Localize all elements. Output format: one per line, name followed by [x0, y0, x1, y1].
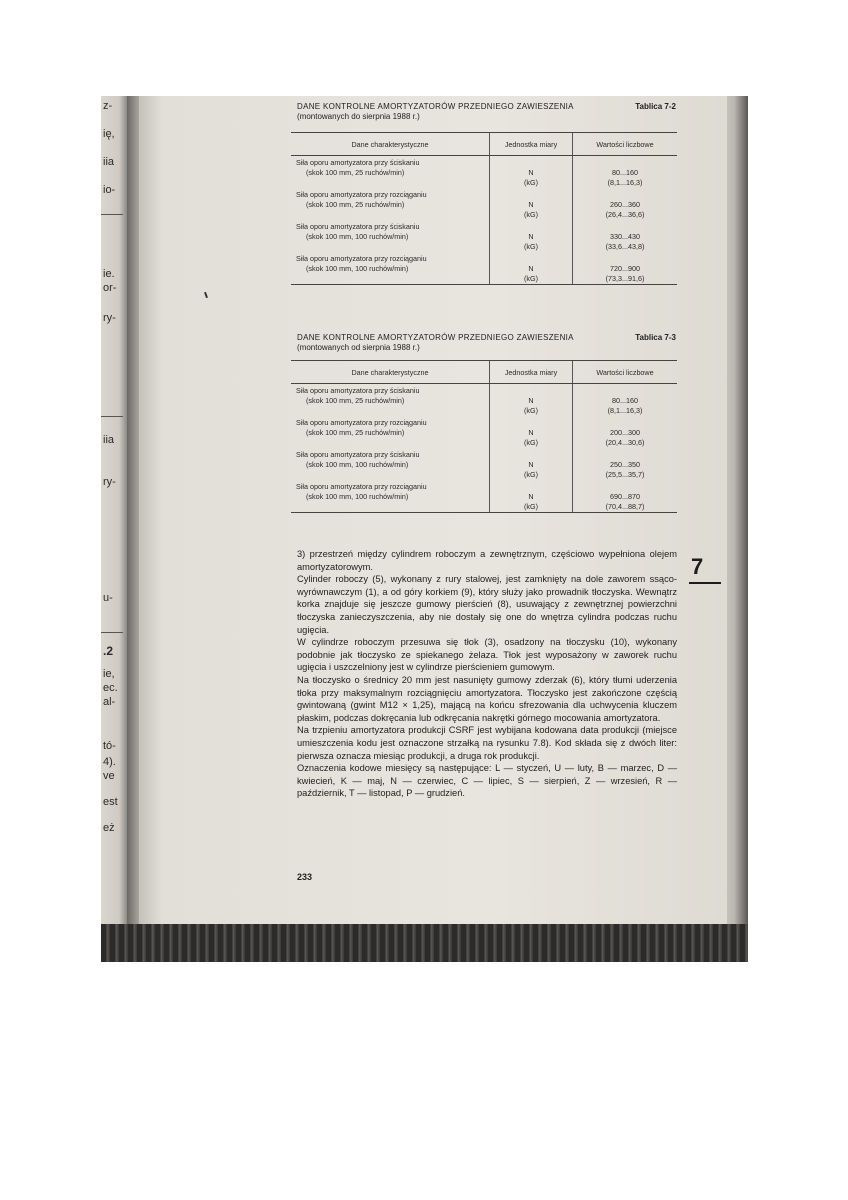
- table-7-3-subtitle: (montowanych od sierpnia 1988 r.): [297, 343, 420, 352]
- value-legacy: (8,1...16,3): [607, 406, 643, 415]
- row-description: Siła oporu amortyzatora przy rozciąganiu: [296, 482, 427, 491]
- value-legacy: (26,4...36,6): [605, 210, 645, 219]
- value-legacy: (8,1...16,3): [607, 178, 643, 187]
- body-paragraph: W cylindrze roboczym przesuwa się tłok (3), osadzony na tłoczysku (10), wykonany podobnie jak tłoczysko ze spiekanego żelaza. Tłok jest wyposażony w zaworek ruchu ugięcia i uszczelniony jest w cylindrze pierścieniem gumowym.: [297, 637, 677, 673]
- unit-legacy: (kG): [524, 210, 538, 219]
- table-row: [291, 188, 677, 220]
- table-row: [291, 156, 677, 189]
- row-description: Siła oporu amortyzatora przy ściskaniu: [296, 158, 420, 167]
- left-margin-fragment: tó-: [103, 740, 116, 752]
- row-condition: (skok 100 mm, 100 ruchów/min): [306, 232, 409, 241]
- value-si: 80...160: [612, 168, 638, 177]
- row-description: Siła oporu amortyzatora przy rozciąganiu: [296, 418, 427, 427]
- value-legacy: (33,6...43,8): [605, 242, 645, 251]
- unit-si: N: [528, 168, 534, 177]
- left-margin-fragment: al-: [103, 696, 116, 708]
- page-number: 233: [297, 872, 313, 882]
- margin-rule: [101, 632, 123, 633]
- row-description: Siła oporu amortyzatora przy rozciąganiu: [296, 254, 427, 263]
- body-text: [297, 548, 677, 800]
- column-header: Jednostka miary: [490, 133, 573, 156]
- table-row: [291, 384, 677, 417]
- unit-si: N: [528, 200, 534, 209]
- unit-si: N: [528, 264, 534, 273]
- value-si: 330...430: [610, 232, 640, 241]
- row-condition: (skok 100 mm, 100 ruchów/min): [306, 492, 409, 501]
- value-si: 250...350: [610, 460, 640, 469]
- value-si: 260...360: [610, 200, 640, 209]
- margin-rule: [101, 214, 123, 215]
- column-header: Wartości liczbowe: [573, 361, 678, 384]
- unit-legacy: (kG): [524, 502, 538, 511]
- row-condition: (skok 100 mm, 100 ruchów/min): [306, 460, 409, 469]
- chapter-thumb-tab: 7: [691, 554, 704, 579]
- unit-si: N: [528, 492, 534, 501]
- unit-legacy: (kG): [524, 438, 538, 447]
- left-margin-fragment: ię,: [103, 128, 115, 140]
- row-condition: (skok 100 mm, 25 ruchów/min): [306, 396, 405, 405]
- left-margin-fragment: ec.: [103, 682, 118, 694]
- table-7-3: [291, 360, 677, 513]
- row-condition: (skok 100 mm, 100 ruchów/min): [306, 264, 409, 273]
- unit-legacy: (kG): [524, 178, 538, 187]
- value-si: 200...300: [610, 428, 640, 437]
- table-row: [291, 220, 677, 252]
- table-7-3-label: Tablica 7-3: [635, 333, 676, 342]
- row-description: Siła oporu amortyzatora przy rozciąganiu: [296, 190, 427, 199]
- row-description: Siła oporu amortyzatora przy ściskaniu: [296, 450, 420, 459]
- book-gutter: [127, 96, 139, 924]
- body-paragraph: Cylinder roboczy (5), wykonany z rury stalowej, jest zamknięty na dole zaworem ssąco-wyrównawczym (1), a od góry korkiem (9), który służy jako prowadnik tłoczyska. Wewnątrz korka znajduje się jeszcze gumowy pierścień (8), usuwający z zewnętrznej powierzchni tłoczyska zanieczyszczenia, aby nie dostały się one do wnętrza cylindra podczas ruchu ugięcia.: [297, 574, 677, 635]
- table-row: [291, 448, 677, 480]
- value-legacy: (70,4...88,7): [605, 502, 645, 511]
- page-stack-edge: [101, 924, 748, 962]
- row-description: Siła oporu amortyzatora przy ściskaniu: [296, 386, 420, 395]
- row-condition: (skok 100 mm, 25 ruchów/min): [306, 428, 405, 437]
- left-margin-fragment: z-: [103, 100, 113, 112]
- value-legacy: (73,3...91,6): [605, 274, 645, 283]
- left-margin-fragment: iia: [103, 156, 115, 168]
- row-condition: (skok 100 mm, 25 ruchów/min): [306, 200, 405, 209]
- unit-legacy: (kG): [524, 406, 538, 415]
- unit-legacy: (kG): [524, 274, 538, 283]
- table-row: [291, 252, 677, 285]
- margin-rule: [101, 416, 123, 417]
- left-margin-fragment: ry-: [103, 476, 116, 488]
- column-header: Dane charakterystyczne: [291, 133, 490, 156]
- row-condition: (skok 100 mm, 25 ruchów/min): [306, 168, 405, 177]
- column-header: Wartości liczbowe: [573, 133, 678, 156]
- body-paragraph: 3) przestrzeń między cylindrem roboczym a zewnętrznym, częściowo wypełniona olejem amortyzatorowym.: [297, 549, 677, 572]
- unit-legacy: (kG): [524, 470, 538, 479]
- left-page-edge: [101, 96, 127, 924]
- value-legacy: (25,5...35,7): [605, 470, 645, 479]
- left-margin-fragment: 4).: [103, 756, 116, 768]
- table-7-2-subtitle: (montowanych do sierpnia 1988 r.): [297, 112, 420, 121]
- table-7-2: [291, 132, 677, 285]
- body-paragraph: Oznaczenia kodowe miesięcy są następujące: L — styczeń, U — luty, B — marzec, D — kwiecień, K — maj, N — czerwiec, C — lipiec, S — sierpień, Z — wrzesień, R — październik, T — listopad, P — grudzień.: [297, 763, 677, 799]
- value-si: 720...900: [610, 264, 640, 273]
- left-margin-fragment: ie.: [103, 268, 115, 280]
- left-margin-fragment: ve: [103, 770, 115, 782]
- value-legacy: (20,4...30,6): [605, 438, 645, 447]
- body-paragraph: Na tłoczysko o średnicy 20 mm jest nasunięty gumowy zderzak (6), który tłumi uderzenia tłoka przy maksymalnym rozciągnięciu amortyzatora. Tłoczysko jest zakończone częścią gwintowaną (gwint M12 × 1,25), mającą na końcu sfrezowania dla uchwycenia kluczem płaskim, podczas dokręcania lub odkręcania nakrętki górnego mocowania amortyzatora.: [297, 674, 677, 723]
- table-7-2-label: Tablica 7-2: [635, 102, 676, 111]
- value-si: 690...870: [610, 492, 640, 501]
- table-7-2-title: DANE KONTROLNE AMORTYZATORÓW PRZEDNIEGO ZAWIESZENIA: [297, 102, 574, 111]
- unit-legacy: (kG): [524, 242, 538, 251]
- column-header: Dane charakterystyczne: [291, 361, 490, 384]
- left-margin-fragment: u-: [103, 592, 113, 604]
- chapter-thumb-tab-rule: [689, 582, 721, 584]
- value-si: 80...160: [612, 396, 638, 405]
- table-7-3-title: DANE KONTROLNE AMORTYZATORÓW PRZEDNIEGO ZAWIESZENIA: [297, 333, 574, 342]
- unit-si: N: [528, 396, 534, 405]
- row-description: Siła oporu amortyzatora przy ściskaniu: [296, 222, 420, 231]
- unit-si: N: [528, 460, 534, 469]
- unit-si: N: [528, 232, 534, 241]
- left-margin-fragment: .2: [103, 644, 114, 658]
- left-margin-fragment: eż: [103, 822, 115, 834]
- left-margin-fragment: iia: [103, 434, 115, 446]
- left-margin-fragment: ie,: [103, 668, 115, 680]
- column-header: Jednostka miary: [490, 361, 573, 384]
- left-margin-fragment: or-: [103, 282, 117, 294]
- table-row: [291, 416, 677, 448]
- body-paragraph: Na trzpieniu amortyzatora produkcji CSRF jest wybijana kodowana data produkcji (miejsce umieszczenia kodu jest oznaczone strzałką na rysunku 7.8). Kod składa się z dwóch liter: pierwsza oznacza miesiąc produkcji, a druga rok produkcji.: [297, 725, 677, 761]
- left-margin-fragment: ry-: [103, 312, 116, 324]
- left-margin-fragment: io-: [103, 184, 116, 196]
- unit-si: N: [528, 428, 534, 437]
- left-margin-fragment: est: [103, 796, 118, 808]
- table-row: [291, 480, 677, 513]
- scanned-book-spread: [101, 96, 748, 962]
